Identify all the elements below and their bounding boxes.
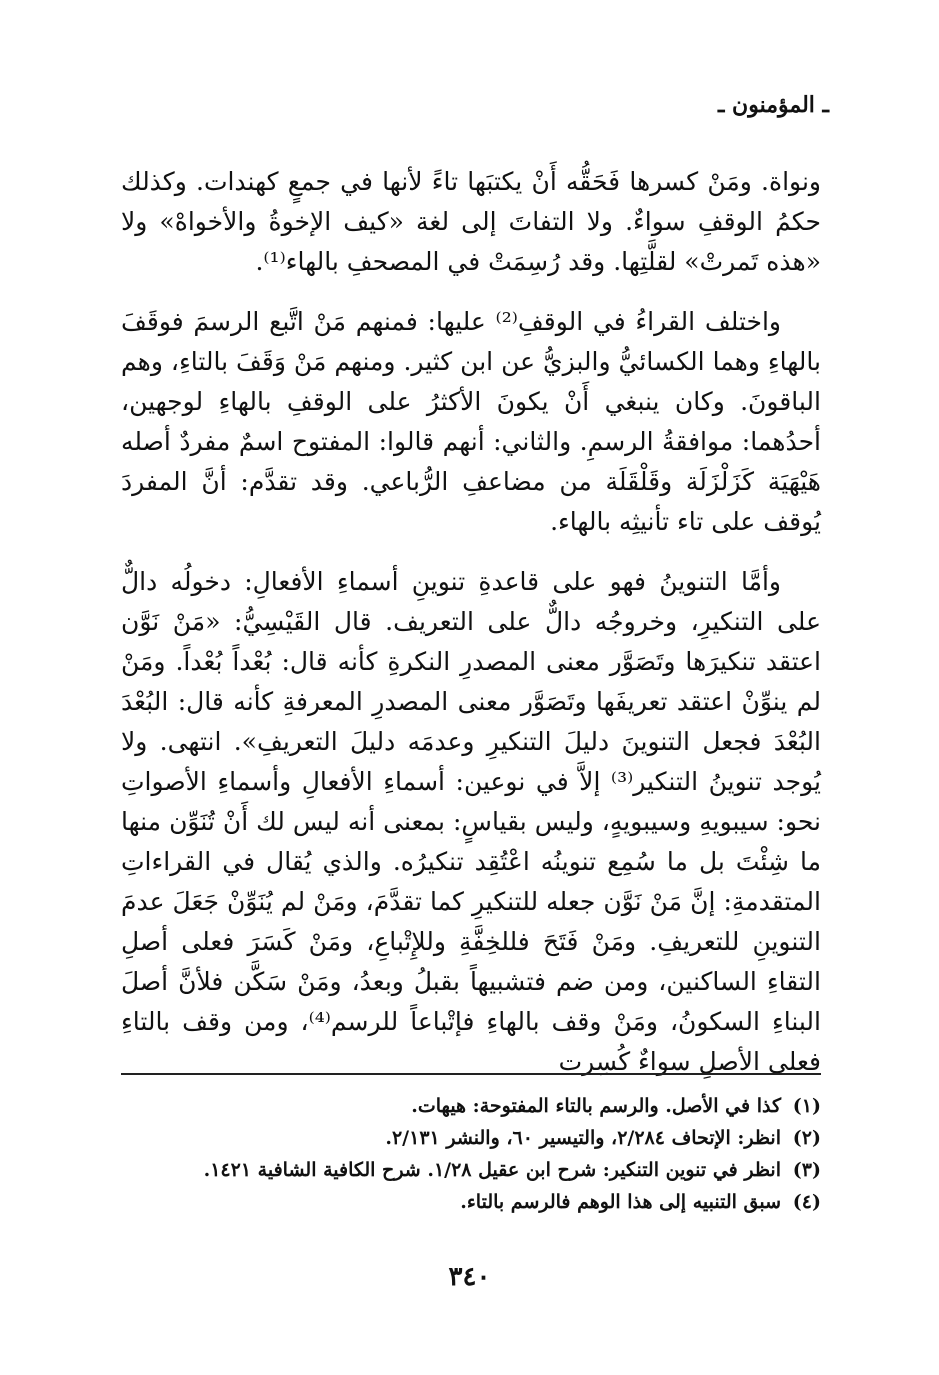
footnote-text: كذا في الأصل. والرسم بالتاء المفتوحة: هيهات. [411,1095,781,1117]
footnote-divider [121,1073,821,1075]
footnote-text: انظر في تنوين التنكير: شرح ابن عقيل ١/٢٨. شرح الكافية الشافية ١٤٢١. [203,1159,781,1181]
page-number: ٣٤٠ [448,1262,491,1292]
footnotes [121,1090,821,1218]
footnote [121,1090,821,1122]
paragraph: وأمَّا التنوينُ فهو على قاعدةِ تنوينِ أسماءِ الأفعالِ: دخولُه دالٌّ على التنكيرِ، وخروجُه دالٌّ على التعريف. قال القَيْسِيُّ: «مَنْ نَوَّن اعتقد تنكيرَها وتَصَوَّر معنى المصدرِ النكرةِ كأنه قال: بُعْداً بُعْداً. ومَنْ لم ينوِّنْ اعتقد تعريفَها وتَصَوَّر معنى المصدرِ المعرفةِ كأنه قال: البُعْدَ البُعْدَ فجعل التنوينَ دليلَ التنكيرِ وعدمَه دليلَ التعريفِ». انتهى. ولا يُوجد تنوينُ التنكير⁽³⁾ إلاَّ في نوعين: أسماءِ الأفعالِ وأسماءِ الأصواتِ نحو: سيبويهِ وسيبويهٍ، وليس بقياسٍ: بمعنى أنه ليس لك أَنْ تُنَوِّن منها ما شِئْتَ بل ما سُمِع تنوينُه اعْتُقِد تنكيرُه. والذي يُقال في القراءاتِ المتقدمةِ: إنَّ مَنْ نَوَّن جعله للتنكيرِ كما تقدَّمَ، ومَنْ لم يُنَوِّنْ جَعَلَ عدمَ التنوينِ للتعريفِ. ومَنْ فَتَحَ فللخِفَّةِ وللإِتْباعِ، ومَنْ كَسَرَ فعلى أصلِ التقاءِ الساكنين، ومن ضم فتشبيهاً بقبلُ وبعدُ، ومَنْ سَكَّن فلأنَّ أصلَ البناءِ السكونُ، ومَنْ وقف بالهاءِ فإتْباعاً للرسم⁽⁴⁾، ومن وقف بالتاءِ فعلى الأصلِ سواءٌ كُسِرت [121,567,821,1076]
running-header: ـ المؤمنون ـ [717,92,829,118]
footnote-number: (٤) [792,1191,821,1213]
main-text [121,162,821,1102]
footnote [121,1122,821,1154]
footnote-number: (١) [792,1095,821,1117]
footnote-text: انظر: الإتحاف ٢/٢٨٤، والتيسير ٦٠، والنشر ٢/١٣١. [385,1127,781,1149]
footnote [121,1186,821,1218]
footnote-number: (٣) [792,1159,821,1181]
footnote-number: (٢) [792,1127,821,1149]
footnote [121,1154,821,1186]
footnote-text: سبق التنبيه إلى هذا الوهم فالرسم بالتاء. [460,1191,781,1213]
paragraph: ونواة. ومَنْ كسرها فَحَقُّه أَنْ يكتبَها تاءً لأنها في جمعٍ كهندات. وكذلك حكمُ الوقفِ سواءٌ. ولا التفاتَ إلى لغة «كيف الإخوةُ والأخواهْ» ولا «هذه تَمرتْ» لقلَّتِها. وقد رُسِمَتْ في المصحفِ بالهاء⁽¹⁾. [121,167,821,276]
paragraph: واختلف القراءُ في الوقفِ⁽²⁾ عليها: فمنهم مَنْ اتَّبع الرسمَ فوقَفَ بالهاءِ وهما الكسائيُّ والبزيُّ عن ابن كثير. ومنهم مَنْ وَقَفَ بالتاءِ، وهم الباقونَ. وكان ينبغي أَنْ يكونَ الأكثرُ على الوقفِ بالهاءِ لوجهين، أحدُهما: موافقةُ الرسمِ. والثاني: أنهم قالوا: المفتوح اسمٌ مفردٌ أصله هَيْهَيَة كَزَلْزَلَة وقَلْقَلَة من مضاعفِ الرُّباعي. وقد تقدَّم: أنَّ المفردَ يُوقف على تاء تأنيثِه بالهاء. [121,307,821,536]
